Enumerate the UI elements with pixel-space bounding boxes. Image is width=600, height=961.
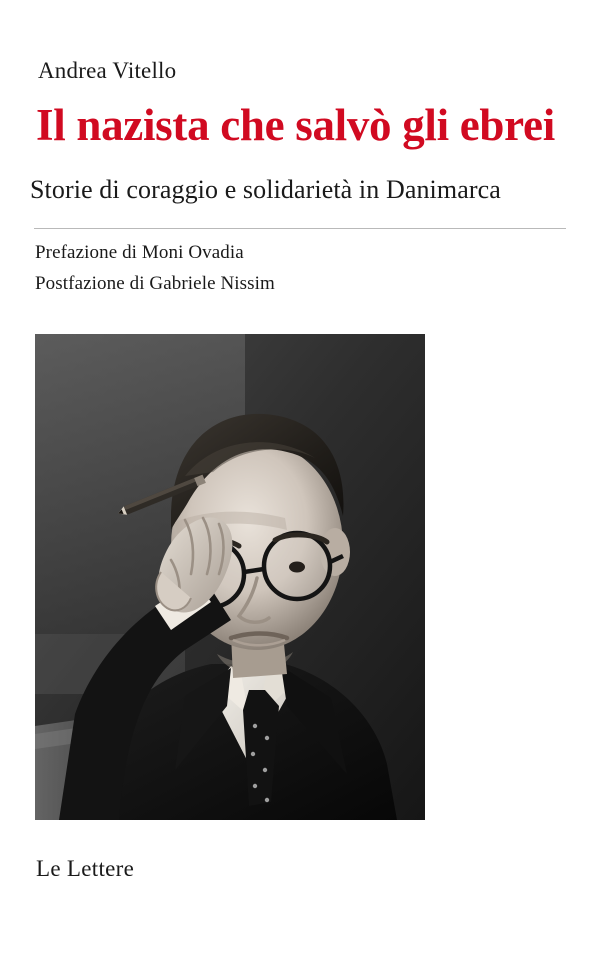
book-subtitle: Storie di coraggio e solidarietà in Danimarca <box>30 175 501 204</box>
book-title: Il nazista che salvò gli ebrei <box>36 100 555 150</box>
credits-block <box>35 238 575 300</box>
cover-photograph <box>35 334 425 820</box>
author-name: Andrea Vitello <box>38 58 177 83</box>
publisher-name: Le Lettere <box>36 856 135 881</box>
preface-credit: Prefazione di Moni Ovadia <box>35 242 244 263</box>
divider-rule <box>34 228 566 229</box>
afterword-credit: Postfazione di Gabriele Nissim <box>35 272 275 294</box>
